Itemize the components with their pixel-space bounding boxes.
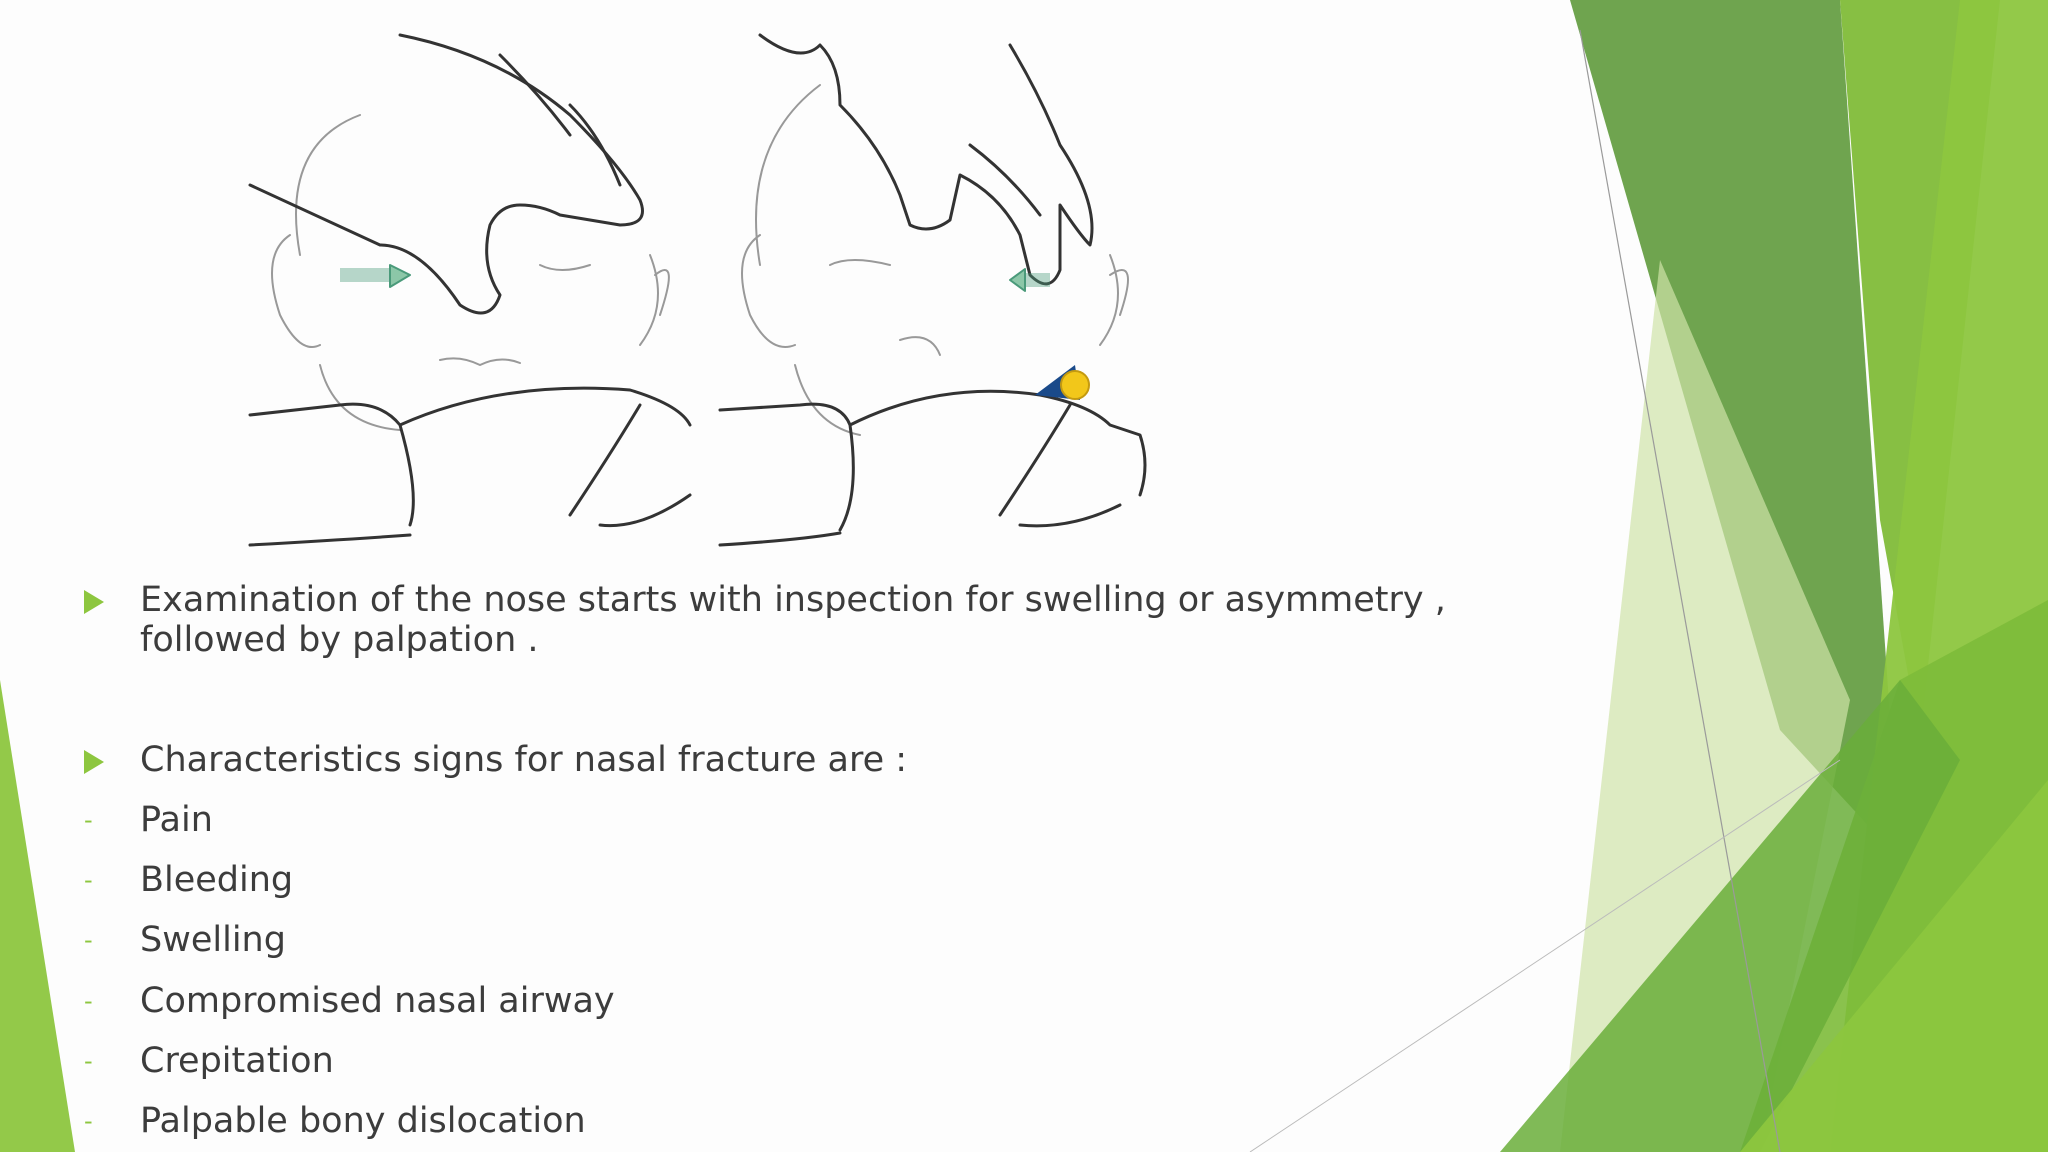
sign-item [84, 981, 615, 1021]
arrow-bullet-icon [84, 590, 104, 614]
sign-item [84, 860, 293, 900]
sign-label: Swelling [140, 920, 286, 960]
sign-label: Compromised nasal airway [140, 981, 615, 1021]
sign-label: Pain [140, 800, 213, 840]
sign-label: Crepitation [140, 1041, 334, 1081]
sign-item [84, 1101, 586, 1141]
dash-bullet-icon: - [84, 806, 93, 834]
dash-bullet-icon: - [84, 987, 93, 1015]
paragraph-text: Characteristics signs for nasal fracture are : [140, 740, 908, 780]
sign-label: Palpable bony dislocation [140, 1101, 586, 1141]
nose-palpation-illustration [240, 25, 1160, 560]
dash-bullet-icon: - [84, 1047, 93, 1075]
dash-bullet-icon: - [84, 866, 93, 894]
dash-bullet-icon: - [84, 1107, 93, 1135]
sign-item [84, 920, 286, 960]
sign-label: Bleeding [140, 860, 294, 900]
bullet-paragraph-2 [84, 740, 907, 780]
arrow-bullet-icon [84, 750, 104, 774]
bullet-paragraph-1 [84, 580, 1584, 660]
sign-item [84, 1041, 334, 1081]
sign-item [84, 800, 213, 840]
paragraph-text: Examination of the nose starts with inspection for swelling or asymmetry , followed by palpation . [140, 580, 1446, 660]
dash-bullet-icon: - [84, 926, 93, 954]
